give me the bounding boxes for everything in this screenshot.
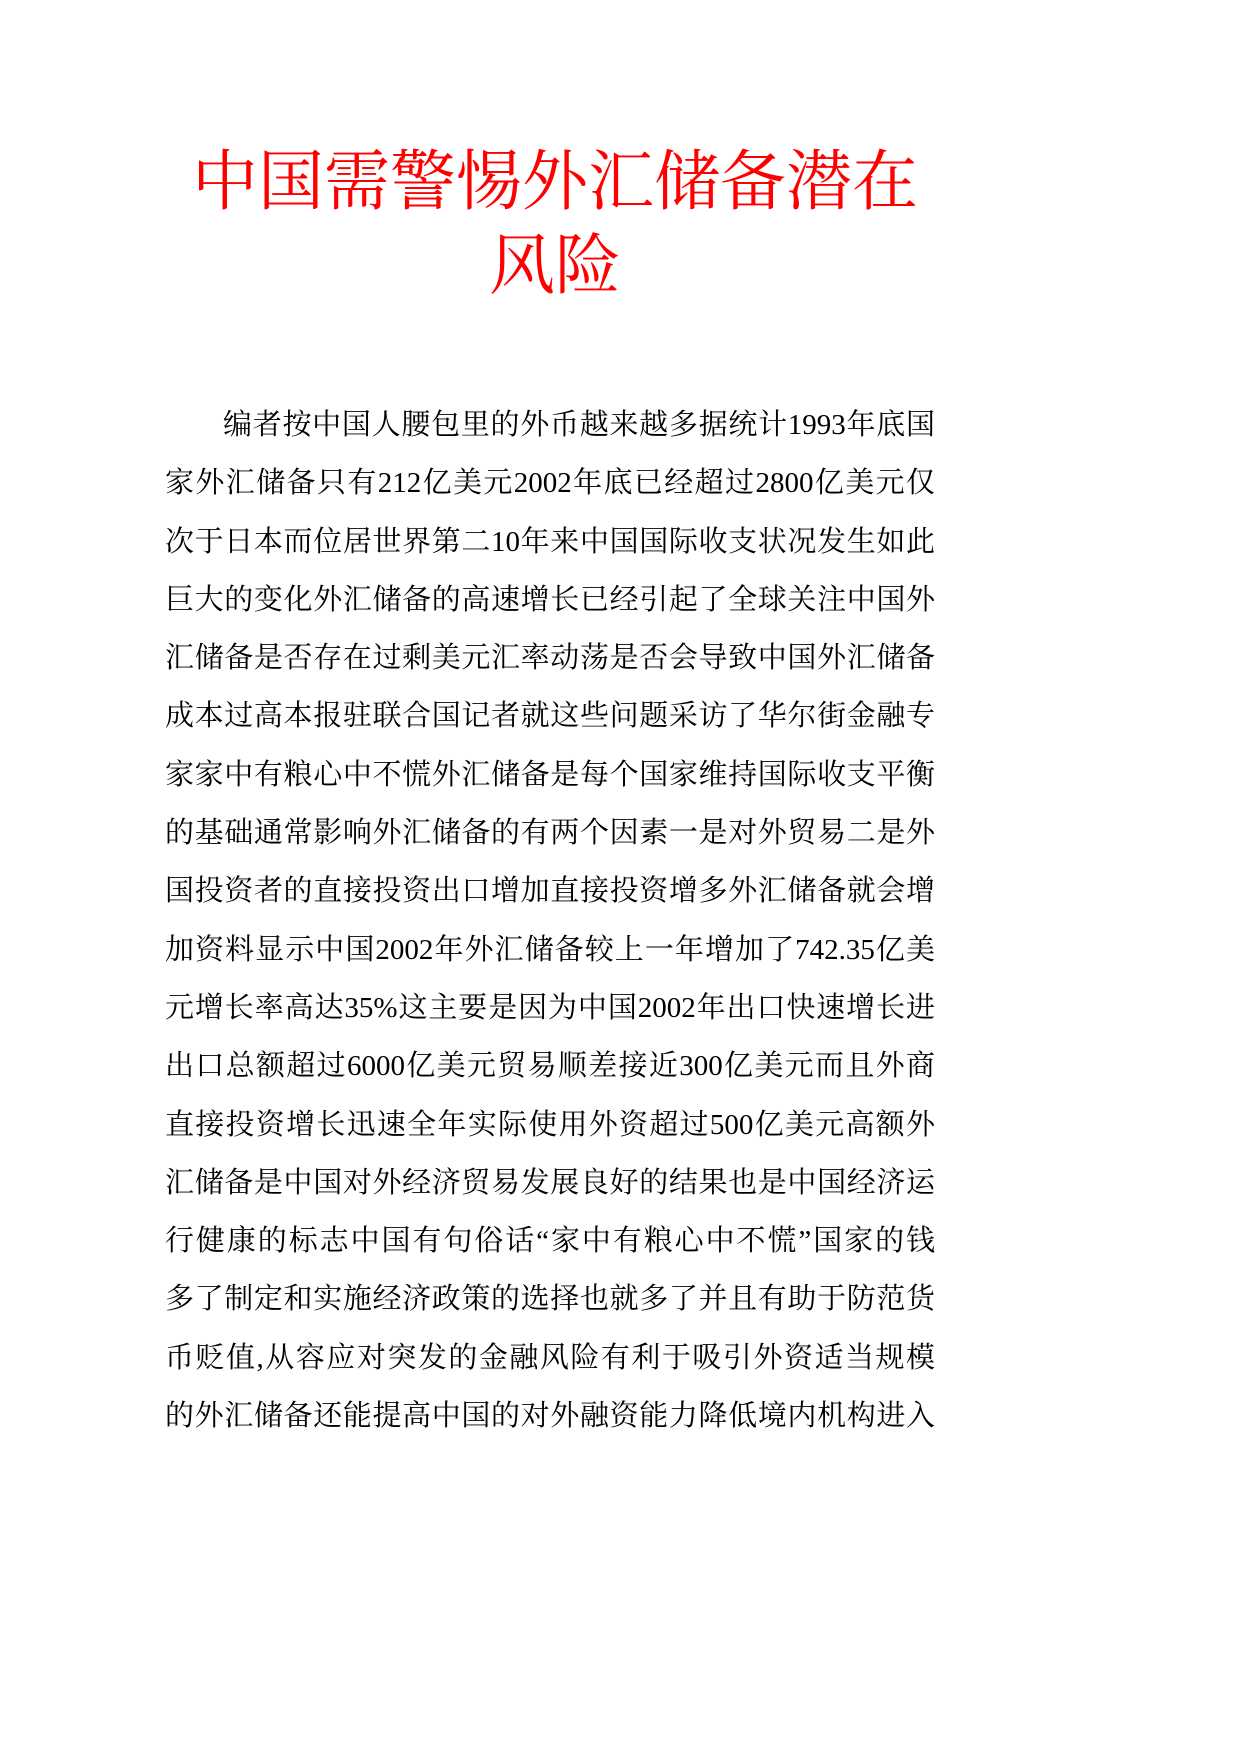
body-line: 编者按中国人腰包里的外币越来越多据统计1993年底国 [223,409,935,441]
body-line: 行健康的标志中国有句俗话“家中有粮心中不慌”国家的钱 [165,1225,935,1258]
body-line: 币贬值,从容应对突发的金融风险有利于吸引外资适当规模 [165,1341,935,1374]
body-line: 家家中有粮心中不慌外汇储备是每个国家维持国际收支平衡 [165,758,935,791]
body-line: 的外汇储备还能提高中国的对外融资能力降低境内机构进入 [165,1400,935,1433]
body-line: 汇储备是否存在过剩美元汇率动荡是否会导致中国外汇储备 [165,642,935,675]
body-line: 直接投资增长迅速全年实际使用外资超过500亿美元高额外 [165,1108,935,1141]
body-line: 多了制定和实施经济政策的选择也就多了并且有助于防范货 [165,1283,935,1316]
body-line: 家外汇储备只有212亿美元2002年底已经超过2800亿美元仅 [165,467,935,500]
title-line-2: 风险 [489,228,621,302]
title-line-1: 中国需警惕外汇储备潜在 [192,144,918,218]
body-line: 次于日本而位居世界第二10年来中国国际收支状况发生如此 [165,525,935,558]
body-line: 元增长率高达35%这主要是因为中国2002年出口快速增长进 [165,991,935,1024]
body-line: 加资料显示中国2002年外汇储备较上一年增加了742.35亿美 [165,933,935,966]
body-line: 成本过高本报驻联合国记者就这些问题采访了华尔街金融专 [165,700,935,733]
body-paragraph [165,396,935,1445]
body-line: 巨大的变化外汇储备的高速增长已经引起了全球关注中国外 [165,583,935,616]
body-line: 出口总额超过6000亿美元贸易顺差接近300亿美元而且外商 [165,1050,935,1083]
body-line: 汇储备是中国对外经济贸易发展良好的结果也是中国经济运 [165,1166,935,1199]
body-line: 的基础通常影响外汇储备的有两个因素一是对外贸易二是外 [165,817,935,850]
body-line: 国投资者的直接投资出口增加直接投资增多外汇储备就会增 [165,875,935,908]
